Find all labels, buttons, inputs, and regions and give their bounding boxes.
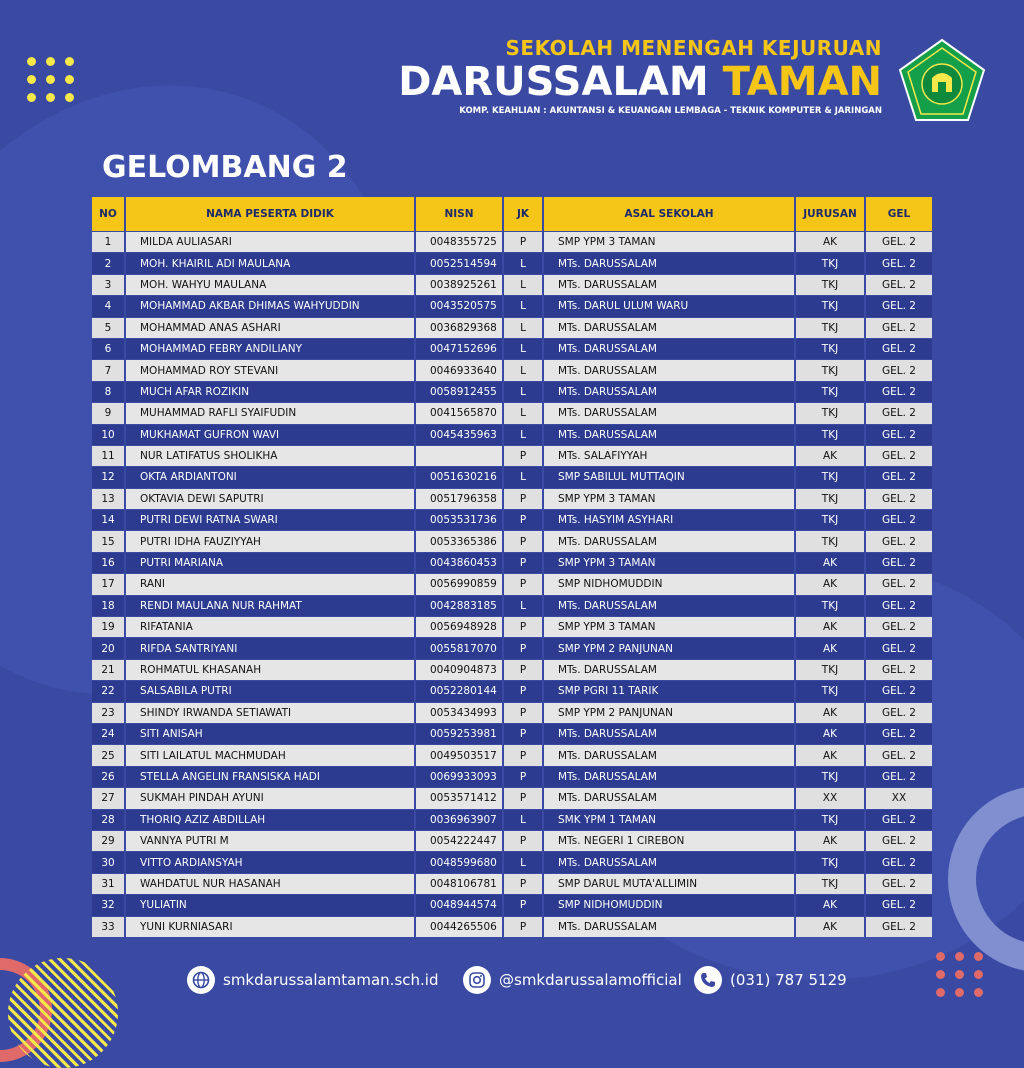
cell-jk: L <box>504 851 544 872</box>
cell-no: 20 <box>92 637 126 658</box>
cell-jurusan: AK <box>796 445 866 466</box>
cell-no: 7 <box>92 359 126 380</box>
table-row <box>92 744 932 765</box>
table-row <box>92 488 932 509</box>
cell-jurusan: TKJ <box>796 766 866 787</box>
cell-jurusan: TKJ <box>796 402 866 423</box>
cell-nisn: 0049503517 <box>416 744 504 765</box>
cell-gel: GEL. 2 <box>866 488 932 509</box>
cell-gel: GEL. 2 <box>866 894 932 915</box>
table-row <box>92 466 932 487</box>
cell-nama: MOHAMMAD FEBRY ANDILIANY <box>126 338 416 359</box>
table-row <box>92 424 932 445</box>
cell-jurusan: TKJ <box>796 338 866 359</box>
cell-nama: MOHAMMAD ANAS ASHARI <box>126 317 416 338</box>
cell-asal-sekolah: SMK YPM 1 TAMAN <box>544 809 796 830</box>
cell-gel: GEL. 2 <box>866 274 932 295</box>
cell-no: 5 <box>92 317 126 338</box>
cell-jk: P <box>504 488 544 509</box>
table-row <box>92 530 932 551</box>
cell-jk: P <box>504 509 544 530</box>
cell-asal-sekolah: MTs. DARUSSALAM <box>544 317 796 338</box>
cell-jurusan: TKJ <box>796 295 866 316</box>
cell-jurusan: AK <box>796 702 866 723</box>
school-type: SEKOLAH MENENGAH KEJURUAN <box>505 36 882 60</box>
cell-nisn: 0053571412 <box>416 787 504 808</box>
cell-nama: SITI ANISAH <box>126 723 416 744</box>
cell-no: 8 <box>92 381 126 402</box>
cell-asal-sekolah: MTs. DARUSSALAM <box>544 723 796 744</box>
cell-nisn <box>416 445 504 466</box>
cell-jk: L <box>504 338 544 359</box>
cell-nama: VANNYA PUTRI M <box>126 830 416 851</box>
cell-jk: P <box>504 702 544 723</box>
cell-asal-sekolah: MTs. HASYIM ASYHARI <box>544 509 796 530</box>
cell-gel: GEL. 2 <box>866 680 932 701</box>
cell-gel: GEL. 2 <box>866 573 932 594</box>
table-row <box>92 317 932 338</box>
cell-nisn: 0059253981 <box>416 723 504 744</box>
cell-no: 23 <box>92 702 126 723</box>
cell-asal-sekolah: SMP NIDHOMUDDIN <box>544 894 796 915</box>
cell-nisn: 0053365386 <box>416 530 504 551</box>
cell-jurusan: TKJ <box>796 317 866 338</box>
cell-nisn: 0048355725 <box>416 231 504 252</box>
cell-gel: GEL. 2 <box>866 723 932 744</box>
cell-jk: P <box>504 723 544 744</box>
cell-nisn: 0040904873 <box>416 659 504 680</box>
cell-jk: P <box>504 766 544 787</box>
cell-nisn: 0048106781 <box>416 873 504 894</box>
cell-nama: WAHDATUL NUR HASANAH <box>126 873 416 894</box>
cell-nama: VITTO ARDIANSYAH <box>126 851 416 872</box>
cell-jk: P <box>504 830 544 851</box>
cell-no: 32 <box>92 894 126 915</box>
cell-nama: YUNI KURNIASARI <box>126 916 416 937</box>
cell-nama: PUTRI MARIANA <box>126 552 416 573</box>
cell-asal-sekolah: SMP YPM 3 TAMAN <box>544 231 796 252</box>
cell-jk: P <box>504 744 544 765</box>
cell-gel: GEL. 2 <box>866 595 932 616</box>
cell-jurusan: TKJ <box>796 809 866 830</box>
column-header-gel: GEL <box>866 197 932 231</box>
cell-nama: PUTRI DEWI RATNA SWARI <box>126 509 416 530</box>
footer-phone[interactable] <box>694 966 847 994</box>
cell-no: 6 <box>92 338 126 359</box>
cell-jk: P <box>504 231 544 252</box>
cell-no: 28 <box>92 809 126 830</box>
table-row <box>92 894 932 915</box>
school-programs: KOMP. KEAHLIAN : AKUNTANSI & KEUANGAN LEMBAGA - TEKNIK KOMPUTER & JARINGAN <box>459 106 882 116</box>
cell-nama: MILDA AULIASARI <box>126 231 416 252</box>
cell-nisn: 0041565870 <box>416 402 504 423</box>
cell-asal-sekolah: MTs. DARUSSALAM <box>544 424 796 445</box>
column-header-asal-sekolah: ASAL SEKOLAH <box>544 197 796 231</box>
cell-nisn: 0044265506 <box>416 916 504 937</box>
cell-gel: GEL. 2 <box>866 616 932 637</box>
cell-jurusan: TKJ <box>796 851 866 872</box>
cell-asal-sekolah: MTs. DARUL ULUM WARU <box>544 295 796 316</box>
cell-asal-sekolah: MTs. DARUSSALAM <box>544 787 796 808</box>
cell-nisn: 0042883185 <box>416 595 504 616</box>
cell-nama: STELLA ANGELIN FRANSISKA HADI <box>126 766 416 787</box>
cell-no: 14 <box>92 509 126 530</box>
cell-nama: MOH. KHAIRIL ADI MAULANA <box>126 252 416 273</box>
cell-jk: P <box>504 894 544 915</box>
cell-jk: L <box>504 252 544 273</box>
table-row <box>92 274 932 295</box>
cell-nama: MUKHAMAT GUFRON WAVI <box>126 424 416 445</box>
table-row <box>92 723 932 744</box>
table-row <box>92 252 932 273</box>
cell-nama: OKTA ARDIANTONI <box>126 466 416 487</box>
cell-asal-sekolah: MTs. NEGERI 1 CIREBON <box>544 830 796 851</box>
cell-jurusan: TKJ <box>796 680 866 701</box>
cell-nisn: 0056990859 <box>416 573 504 594</box>
cell-gel: GEL. 2 <box>866 702 932 723</box>
table-row <box>92 830 932 851</box>
school-name <box>398 60 882 104</box>
cell-no: 22 <box>92 680 126 701</box>
cell-no: 1 <box>92 231 126 252</box>
cell-nama: ROHMATUL KHASANAH <box>126 659 416 680</box>
cell-nama: MOH. WAHYU MAULANA <box>126 274 416 295</box>
cell-gel: GEL. 2 <box>866 552 932 573</box>
cell-no: 15 <box>92 530 126 551</box>
cell-gel: GEL. 2 <box>866 359 932 380</box>
cell-no: 9 <box>92 402 126 423</box>
table-row <box>92 680 932 701</box>
footer-instagram-text: @smkdarussalamofficial <box>499 971 682 989</box>
cell-jurusan: TKJ <box>796 466 866 487</box>
cell-asal-sekolah: MTs. SALAFIYYAH <box>544 445 796 466</box>
cell-nisn: 0048599680 <box>416 851 504 872</box>
cell-jk: P <box>504 916 544 937</box>
cell-asal-sekolah: MTs. DARUSSALAM <box>544 274 796 295</box>
cell-jk: L <box>504 402 544 423</box>
cell-gel: GEL. 2 <box>866 509 932 530</box>
cell-jk: L <box>504 381 544 402</box>
cell-nama: THORIQ AZIZ ABDILLAH <box>126 809 416 830</box>
cell-jk: L <box>504 317 544 338</box>
participants-table <box>92 197 932 937</box>
cell-gel: GEL. 2 <box>866 637 932 658</box>
cell-jurusan: AK <box>796 744 866 765</box>
cell-nisn: 0036829368 <box>416 317 504 338</box>
cell-jk: L <box>504 274 544 295</box>
cell-gel: GEL. 2 <box>866 445 932 466</box>
cell-nama: RIFDA SANTRIYANI <box>126 637 416 658</box>
column-header-jk: JK <box>504 197 544 231</box>
table-row <box>92 231 932 252</box>
cell-gel: GEL. 2 <box>866 830 932 851</box>
cell-no: 30 <box>92 851 126 872</box>
cell-no: 26 <box>92 766 126 787</box>
cell-nama: MOHAMMAD AKBAR DHIMAS WAHYUDDIN <box>126 295 416 316</box>
globe-icon <box>187 966 215 994</box>
cell-no: 17 <box>92 573 126 594</box>
table-row <box>92 873 932 894</box>
cell-gel: GEL. 2 <box>866 338 932 359</box>
table-row <box>92 766 932 787</box>
cell-no: 10 <box>92 424 126 445</box>
column-header-no: NO <box>92 197 126 231</box>
table-row <box>92 659 932 680</box>
cell-nisn: 0038925261 <box>416 274 504 295</box>
cell-no: 31 <box>92 873 126 894</box>
cell-asal-sekolah: MTs. DARUSSALAM <box>544 744 796 765</box>
cell-no: 29 <box>92 830 126 851</box>
phone-icon <box>694 966 722 994</box>
table-row <box>92 702 932 723</box>
cell-asal-sekolah: MTs. DARUSSALAM <box>544 402 796 423</box>
cell-jk: L <box>504 359 544 380</box>
cell-gel: GEL. 2 <box>866 381 932 402</box>
cell-gel: GEL. 2 <box>866 402 932 423</box>
footer-website-text: smkdarussalamtaman.sch.id <box>223 971 439 989</box>
cell-gel: GEL. 2 <box>866 851 932 872</box>
table-row <box>92 509 932 530</box>
cell-no: 21 <box>92 659 126 680</box>
cell-nisn: 0043860453 <box>416 552 504 573</box>
cell-no: 24 <box>92 723 126 744</box>
cell-no: 16 <box>92 552 126 573</box>
cell-asal-sekolah: MTs. DARUSSALAM <box>544 252 796 273</box>
cell-jk: P <box>504 445 544 466</box>
table-row <box>92 616 932 637</box>
cell-jurusan: TKJ <box>796 424 866 445</box>
cell-asal-sekolah: MTs. DARUSSALAM <box>544 659 796 680</box>
column-header-nisn: NISN <box>416 197 504 231</box>
table-row <box>92 573 932 594</box>
footer-phone-text: (031) 787 5129 <box>730 971 847 989</box>
cell-no: 4 <box>92 295 126 316</box>
cell-gel: GEL. 2 <box>866 873 932 894</box>
cell-jk: P <box>504 530 544 551</box>
cell-nama: MOHAMMAD ROY STEVANI <box>126 359 416 380</box>
cell-jk: P <box>504 873 544 894</box>
cell-jurusan: AK <box>796 573 866 594</box>
cell-jurusan: TKJ <box>796 274 866 295</box>
cell-asal-sekolah: MTs. DARUSSALAM <box>544 766 796 787</box>
cell-nisn: 0051796358 <box>416 488 504 509</box>
cell-nisn: 0051630216 <box>416 466 504 487</box>
cell-gel: GEL. 2 <box>866 809 932 830</box>
cell-nama: SALSABILA PUTRI <box>126 680 416 701</box>
cell-nisn: 0053434993 <box>416 702 504 723</box>
cell-jk: L <box>504 595 544 616</box>
cell-nisn: 0053531736 <box>416 509 504 530</box>
table-row <box>92 595 932 616</box>
page-title: GELOMBANG 2 <box>102 150 348 185</box>
cell-nisn: 0046933640 <box>416 359 504 380</box>
cell-nisn: 0055817070 <box>416 637 504 658</box>
cell-jurusan: AK <box>796 894 866 915</box>
cell-nisn: 0069933093 <box>416 766 504 787</box>
cell-nisn: 0054222447 <box>416 830 504 851</box>
cell-gel: GEL. 2 <box>866 659 932 680</box>
cell-asal-sekolah: MTs. DARUSSALAM <box>544 381 796 402</box>
table-row <box>92 787 932 808</box>
cell-jurusan: TKJ <box>796 659 866 680</box>
cell-no: 13 <box>92 488 126 509</box>
table-body <box>92 231 932 937</box>
footer-instagram[interactable] <box>463 966 682 994</box>
cell-gel: GEL. 2 <box>866 766 932 787</box>
cell-nama: YULIATIN <box>126 894 416 915</box>
cell-jk: P <box>504 787 544 808</box>
table-row <box>92 445 932 466</box>
cell-nama: MUHAMMAD RAFLI SYAIFUDIN <box>126 402 416 423</box>
cell-asal-sekolah: MTs. DARUSSALAM <box>544 338 796 359</box>
table-row <box>92 295 932 316</box>
cell-asal-sekolah: SMP YPM 3 TAMAN <box>544 616 796 637</box>
column-header-jurusan: JURUSAN <box>796 197 866 231</box>
cell-gel: GEL. 2 <box>866 317 932 338</box>
cell-nisn: 0036963907 <box>416 809 504 830</box>
cell-nama: PUTRI IDHA FAUZIYYAH <box>126 530 416 551</box>
cell-nisn: 0045435963 <box>416 424 504 445</box>
cell-jurusan: AK <box>796 552 866 573</box>
cell-asal-sekolah: SMP YPM 2 PANJUNAN <box>544 637 796 658</box>
cell-jk: L <box>504 809 544 830</box>
cell-nama: OKTAVIA DEWI SAPUTRI <box>126 488 416 509</box>
cell-nisn: 0056948928 <box>416 616 504 637</box>
cell-asal-sekolah: MTs. DARUSSALAM <box>544 359 796 380</box>
cell-jurusan: XX <box>796 787 866 808</box>
cell-jurusan: AK <box>796 616 866 637</box>
cell-jurusan: TKJ <box>796 530 866 551</box>
cell-jk: P <box>504 637 544 658</box>
cell-nama: SHINDY IRWANDA SETIAWATI <box>126 702 416 723</box>
cell-gel: GEL. 2 <box>866 231 932 252</box>
cell-nisn: 0048944574 <box>416 894 504 915</box>
cell-no: 11 <box>92 445 126 466</box>
cell-no: 33 <box>92 916 126 937</box>
cell-asal-sekolah: SMP DARUL MUTA'ALLIMIN <box>544 873 796 894</box>
cell-gel: GEL. 2 <box>866 530 932 551</box>
cell-nisn: 0052514594 <box>416 252 504 273</box>
cell-jk: P <box>504 659 544 680</box>
cell-nisn: 0043520575 <box>416 295 504 316</box>
cell-no: 12 <box>92 466 126 487</box>
column-header-nama: NAMA PESERTA DIDIK <box>126 197 416 231</box>
cell-gel: GEL. 2 <box>866 424 932 445</box>
school-name-accent: TAMAN <box>722 59 882 105</box>
cell-asal-sekolah: SMP YPM 3 TAMAN <box>544 552 796 573</box>
footer <box>0 963 1024 997</box>
cell-asal-sekolah: SMP SABILUL MUTTAQIN <box>544 466 796 487</box>
cell-gel: GEL. 2 <box>866 744 932 765</box>
cell-asal-sekolah: MTs. DARUSSALAM <box>544 595 796 616</box>
cell-no: 19 <box>92 616 126 637</box>
cell-jurusan: AK <box>796 231 866 252</box>
cell-no: 3 <box>92 274 126 295</box>
table-row <box>92 916 932 937</box>
cell-nama: MUCH AFAR ROZIKIN <box>126 381 416 402</box>
cell-jurusan: AK <box>796 916 866 937</box>
cell-asal-sekolah: MTs. DARUSSALAM <box>544 916 796 937</box>
cell-gel: GEL. 2 <box>866 295 932 316</box>
cell-asal-sekolah: MTs. DARUSSALAM <box>544 851 796 872</box>
cell-no: 27 <box>92 787 126 808</box>
cell-jurusan: TKJ <box>796 252 866 273</box>
footer-website[interactable] <box>187 966 438 994</box>
cell-jurusan: TKJ <box>796 381 866 402</box>
cell-nama: NUR LATIFATUS SHOLIKHA <box>126 445 416 466</box>
cell-jk: P <box>504 616 544 637</box>
table-row <box>92 381 932 402</box>
cell-nama: SITI LAILATUL MACHMUDAH <box>126 744 416 765</box>
cell-jurusan: TKJ <box>796 509 866 530</box>
cell-jurusan: TKJ <box>796 873 866 894</box>
cell-nisn: 0058912455 <box>416 381 504 402</box>
table-row <box>92 359 932 380</box>
cell-nama: SUKMAH PINDAH AYUNI <box>126 787 416 808</box>
cell-jurusan: TKJ <box>796 359 866 380</box>
table-row <box>92 637 932 658</box>
cell-jurusan: TKJ <box>796 595 866 616</box>
school-logo-icon <box>898 38 986 122</box>
cell-asal-sekolah: SMP PGRI 11 TARIK <box>544 680 796 701</box>
cell-asal-sekolah: MTs. DARUSSALAM <box>544 530 796 551</box>
school-header <box>398 36 882 116</box>
table-row <box>92 552 932 573</box>
cell-asal-sekolah: SMP YPM 3 TAMAN <box>544 488 796 509</box>
table-header-row <box>92 197 932 231</box>
instagram-icon <box>463 966 491 994</box>
cell-no: 25 <box>92 744 126 765</box>
cell-gel: XX <box>866 787 932 808</box>
cell-jk: P <box>504 552 544 573</box>
school-name-main: DARUSSALAM <box>398 59 709 105</box>
yellow-dots-decoration <box>27 57 75 102</box>
cell-gel: GEL. 2 <box>866 252 932 273</box>
cell-asal-sekolah: SMP NIDHOMUDDIN <box>544 573 796 594</box>
cell-no: 18 <box>92 595 126 616</box>
cell-asal-sekolah: SMP YPM 2 PANJUNAN <box>544 702 796 723</box>
cell-nama: RANI <box>126 573 416 594</box>
cell-jurusan: AK <box>796 723 866 744</box>
cell-jk: P <box>504 573 544 594</box>
table-row <box>92 338 932 359</box>
table-row <box>92 851 932 872</box>
cell-jk: P <box>504 680 544 701</box>
cell-nama: RIFATANIA <box>126 616 416 637</box>
cell-gel: GEL. 2 <box>866 916 932 937</box>
cell-jurusan: AK <box>796 637 866 658</box>
cell-jurusan: AK <box>796 830 866 851</box>
table-row <box>92 402 932 423</box>
cell-nisn: 0052280144 <box>416 680 504 701</box>
table-row <box>92 809 932 830</box>
cell-jk: L <box>504 295 544 316</box>
cell-nisn: 0047152696 <box>416 338 504 359</box>
cell-no: 2 <box>92 252 126 273</box>
cell-jk: L <box>504 466 544 487</box>
cell-jk: L <box>504 424 544 445</box>
cell-gel: GEL. 2 <box>866 466 932 487</box>
cell-nama: RENDI MAULANA NUR RAHMAT <box>126 595 416 616</box>
cell-jurusan: TKJ <box>796 488 866 509</box>
